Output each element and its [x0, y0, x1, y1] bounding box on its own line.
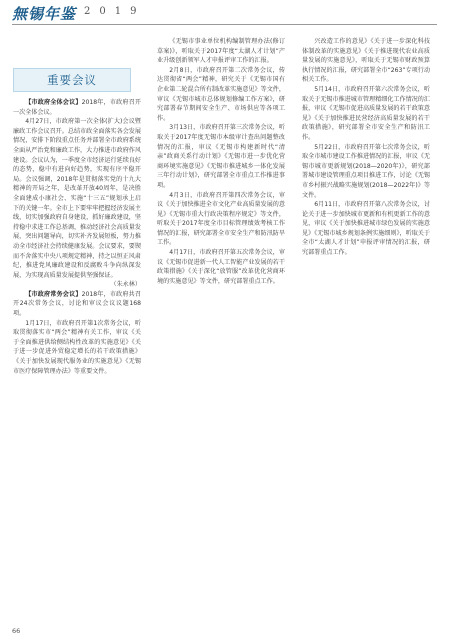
- article-text: 3月13日，市政府召开第三次常务会议，听取关于2017年度无锡市本级审计查出问题整改情况的汇报，审议《无锡市构建新时代“清亲”政商关系行动计划》《无锡市进一步优化营商环境实施意见》《无锡市推进城乡一体化发展三年行动计划》，研究部署全市重点工作推进事项。: [157, 124, 285, 189]
- article-heading: 【市政府全体会议】: [25, 99, 82, 106]
- article-text: 4月17日，市政府召开第五次常务会议，审议《无锡市促进新一代人工智能产业发展的若干政策措施》《关于深化“放管服”改革优化营商环境的实施意见》等文件，研究部署重点工作。: [157, 249, 285, 285]
- section-banner: [13, 68, 131, 92]
- article-text: 4月27日，市政府第一次全体(扩大)会议暨廉政工作会议召开。总结市政全面落实各会发展情况，安排下阶段重点任务并部署全市政府系统全面从严治党和廉政工作，大力推进市政府作风建设。会议认为，一季度全市经济运行延续良好的态势，稳中有进向好趋势，实现有序平稳开局。会议强调，2018年是贯彻落实党的十九大精神的开局之年，是改革开放40周年，是决胜全面建成小康社会、实施“十三五”规划承上启下的关键一年。全市上下要牢牢把握经济发展主线，切实加强政府自身建设，抓好廉政建设，坚持稳中求进工作总基调，推动经济社会高质量发展，突出问题导向，切实补齐发展短板，努力推动全市经济社会持续健康发展。会议要求，要锲而不舍落实中央八项规定精神，持之以恒正风肃纪，推进党风廉政建设和反腐败斗争向纵深发展，为实现高质量发展提供坚强保证。: [13, 118, 141, 279]
- article-paragraph: [302, 143, 430, 201]
- page-number: 66: [12, 627, 21, 635]
- article-paragraph: [13, 319, 141, 377]
- article-text: 2018年，市政府共召开24次常务会议，讨论和审议会议议题168项。: [13, 290, 141, 318]
- section-title: 重要会议: [47, 73, 97, 87]
- text-column-right: [302, 37, 430, 628]
- article-heading: 【市政府常务会议】: [25, 290, 82, 298]
- article-paragraph: [157, 37, 285, 66]
- article-paragraph: [302, 200, 430, 258]
- article-text: 兴改造工作的意见》《关于进一步深化科技体制改革的实施意见》《关于推进现代农业高质量发展的实施意见》，听取关于无锡市财政预算执行情况的汇报，研究部署全市“263”专项行动相关工作。: [302, 38, 430, 84]
- article-text: 《无锡市事业单位机构编制管理办法(修订草案)》，听取关于2017年度“太湖人才计划”产业升级创新领军人才申报评审工作的汇报。: [157, 38, 285, 65]
- article-text: 1月17日，市政府召开第1次常务会议，听取贯彻落实市“两会”精神有关工作，审议《关于全面推进供给侧结构性改革的实施意见》《关于进一步促进外贸稳定增长的若干政策措施》《关于加快发展现代服务业的实施意见》《无锡市医疗保障管理办法》等重要文件。: [13, 319, 141, 375]
- article-paragraph: [157, 66, 285, 124]
- yearbook-brand: 無锡年鉴: [12, 5, 77, 23]
- text-column-left: [13, 98, 141, 628]
- article-paragraph: [302, 37, 430, 85]
- article-text: 2月8日，市政府召开第二次常务会议，传达贯彻省“两会”精神，研究关于《无锡市国有企业第二轮混合所有制改革实施意见》等文件，审议《无锡市城市总体规划修编工作方案》，研究部署春节期间安全生产、市场供应等各项工作。: [157, 66, 285, 122]
- article-text: 5月22日，市政府召开第七次常务会议，听取全市城市建设工作推进情况的汇报，审议《无锡市城市更新规划(2018—2020年)》，研究部署城市建设管理重点项目推进工作，讨论《无锡市乡村振兴战略实施规划(2018—2022年)》等文件。: [302, 143, 430, 199]
- author-signature: （朱永林）: [110, 281, 141, 289]
- article-paragraph: [157, 248, 285, 286]
- yearbook-year: 2019: [84, 6, 146, 17]
- article-text: 2018年，市政府召开一次全体会议。: [13, 99, 141, 116]
- article-text: 5月14日，市政府召开第六次常务会议，听取关于无锡市推进城市管理精细化工作情况的汇报，审议《无锡市促进高质量发展的若干政策意见》《关于加快推进民营经济高质量发展的若干政策措施》，研究部署全市安全生产和防汛工作。: [302, 85, 430, 141]
- header-divider: [12, 24, 437, 25]
- article-paragraph: [13, 117, 141, 280]
- article-text: 4月3日，市政府召开第四次常务会议，审议《关于加快推进全市文化产业高质量发展的意见》《无锡市重大行政决策程序规定》等文件，听取关于2017年度全市目标管理绩效考核工作情况的汇报，研究部署全市安全生产和防汛防旱工作。: [157, 191, 285, 247]
- article-paragraph: [13, 98, 141, 117]
- article-text: 6月11日，市政府召开第八次常务会议，讨论关于进一步加快城市更新和有机更新工作的意见，审议《关于加快推进城市绿色发展的实施意见》《无锡市城乡规划条例实施细则》，听取关于全市“太湖人才计划”申报评审情况的汇报，研究部署重点工作。: [302, 201, 430, 257]
- article-paragraph: [157, 123, 285, 190]
- page-header: [0, 0, 449, 26]
- article-paragraph: [302, 85, 430, 143]
- text-column-middle: [157, 37, 285, 628]
- article-paragraph: [157, 191, 285, 249]
- article-paragraph: [13, 290, 141, 319]
